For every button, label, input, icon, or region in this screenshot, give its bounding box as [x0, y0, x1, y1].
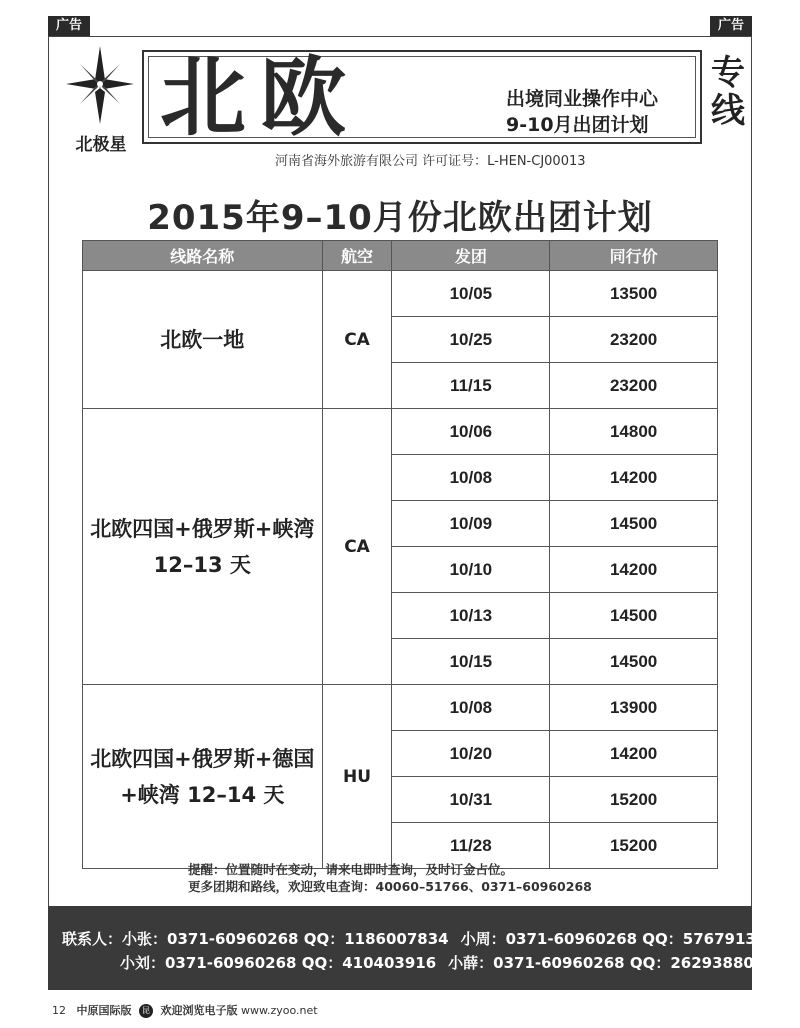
- contact-row-1: [62, 928, 789, 949]
- peer-price: 15200: [550, 777, 718, 823]
- col-airline: 航空: [322, 241, 392, 271]
- departure-date: 10/08: [392, 455, 550, 501]
- contact-item: 小张：0371-60960268 QQ：1186007834: [122, 930, 449, 948]
- subtitle-line2: 9-10月出团计划: [506, 114, 649, 136]
- peer-price: 14800: [550, 409, 718, 455]
- page-number: 12: [52, 1004, 66, 1017]
- contact-item: 小周：0371-60960268 QQ：576791333: [460, 930, 777, 948]
- peer-price: 13500: [550, 271, 718, 317]
- departure-date: 10/06: [392, 409, 550, 455]
- header-subtitle: [506, 86, 658, 138]
- departure-date: 10/08: [392, 685, 550, 731]
- subtitle-line1: 出境同业操作中心: [506, 88, 659, 110]
- col-price: 同行价: [550, 241, 718, 271]
- route-name: 北欧一地: [83, 271, 323, 409]
- peer-price: 14500: [550, 501, 718, 547]
- page-title: 北欧: [160, 48, 360, 148]
- special-line-label: 专线: [711, 53, 745, 131]
- table-row: [83, 685, 718, 731]
- schedule-table: [82, 240, 718, 869]
- departure-date: 11/15: [392, 363, 550, 409]
- contact-item: 小刘：0371-60960268 QQ：410403916: [120, 954, 437, 972]
- note-line2: 更多团期和路线，欢迎致电查询：40060–51766、0371–60960268: [188, 879, 592, 894]
- ad-tag-left: 广告: [48, 16, 90, 36]
- welcome-text: 欢迎浏览电子版: [160, 1004, 238, 1017]
- route-name: 北欧四国+俄罗斯+峡湾 12–13 天: [83, 409, 323, 685]
- departure-date: 10/13: [392, 593, 550, 639]
- peer-price: 15200: [550, 823, 718, 869]
- col-date: 发团: [392, 241, 550, 271]
- table-header-row: [83, 241, 718, 271]
- ad-tag-right: 广告: [710, 16, 752, 36]
- footer: [52, 1002, 318, 1018]
- departure-date: 10/05: [392, 271, 550, 317]
- plan-title: 2015年9–10月份北欧出团计划: [147, 198, 653, 238]
- peer-price: 14500: [550, 639, 718, 685]
- departure-date: 10/25: [392, 317, 550, 363]
- peer-price: 14200: [550, 731, 718, 777]
- contact-label: 联系人：: [62, 930, 123, 948]
- departure-date: 11/28: [392, 823, 550, 869]
- col-route: 线路名称: [83, 241, 323, 271]
- publication-badge-icon: 昆: [139, 1004, 153, 1018]
- departure-date: 10/15: [392, 639, 550, 685]
- note-line1: 提醒：位置随时在变动，请来电即时查询，及时订金占位。: [188, 862, 514, 877]
- peer-price: 14500: [550, 593, 718, 639]
- company-license: 河南省海外旅游有限公司 许可证号：L-HEN-CJ00013: [275, 154, 586, 169]
- table-row: [83, 409, 718, 455]
- airline-code: HU: [322, 685, 392, 869]
- notes: [188, 861, 592, 895]
- peer-price: 23200: [550, 317, 718, 363]
- peer-price: 13900: [550, 685, 718, 731]
- contact-bar: [48, 906, 777, 990]
- departure-date: 10/10: [392, 547, 550, 593]
- peer-price: 14200: [550, 547, 718, 593]
- table-row: [83, 271, 718, 317]
- route-name: 北欧四国+俄罗斯+德国 +峡湾 12–14 天: [83, 685, 323, 869]
- peer-price: 14200: [550, 455, 718, 501]
- contact-row-2: [120, 952, 787, 973]
- contact-item: 小薛：0371-60960268 QQ：2629388058: [448, 954, 775, 972]
- departure-date: 10/31: [392, 777, 550, 823]
- airline-code: CA: [322, 409, 392, 685]
- airline-code: CA: [322, 271, 392, 409]
- site-url[interactable]: www.zyoo.net: [241, 1004, 318, 1017]
- peer-price: 23200: [550, 363, 718, 409]
- departure-date: 10/09: [392, 501, 550, 547]
- departure-date: 10/20: [392, 731, 550, 777]
- publication-name: 中原国际版: [76, 1004, 132, 1017]
- brand-name: 北极星: [75, 135, 127, 155]
